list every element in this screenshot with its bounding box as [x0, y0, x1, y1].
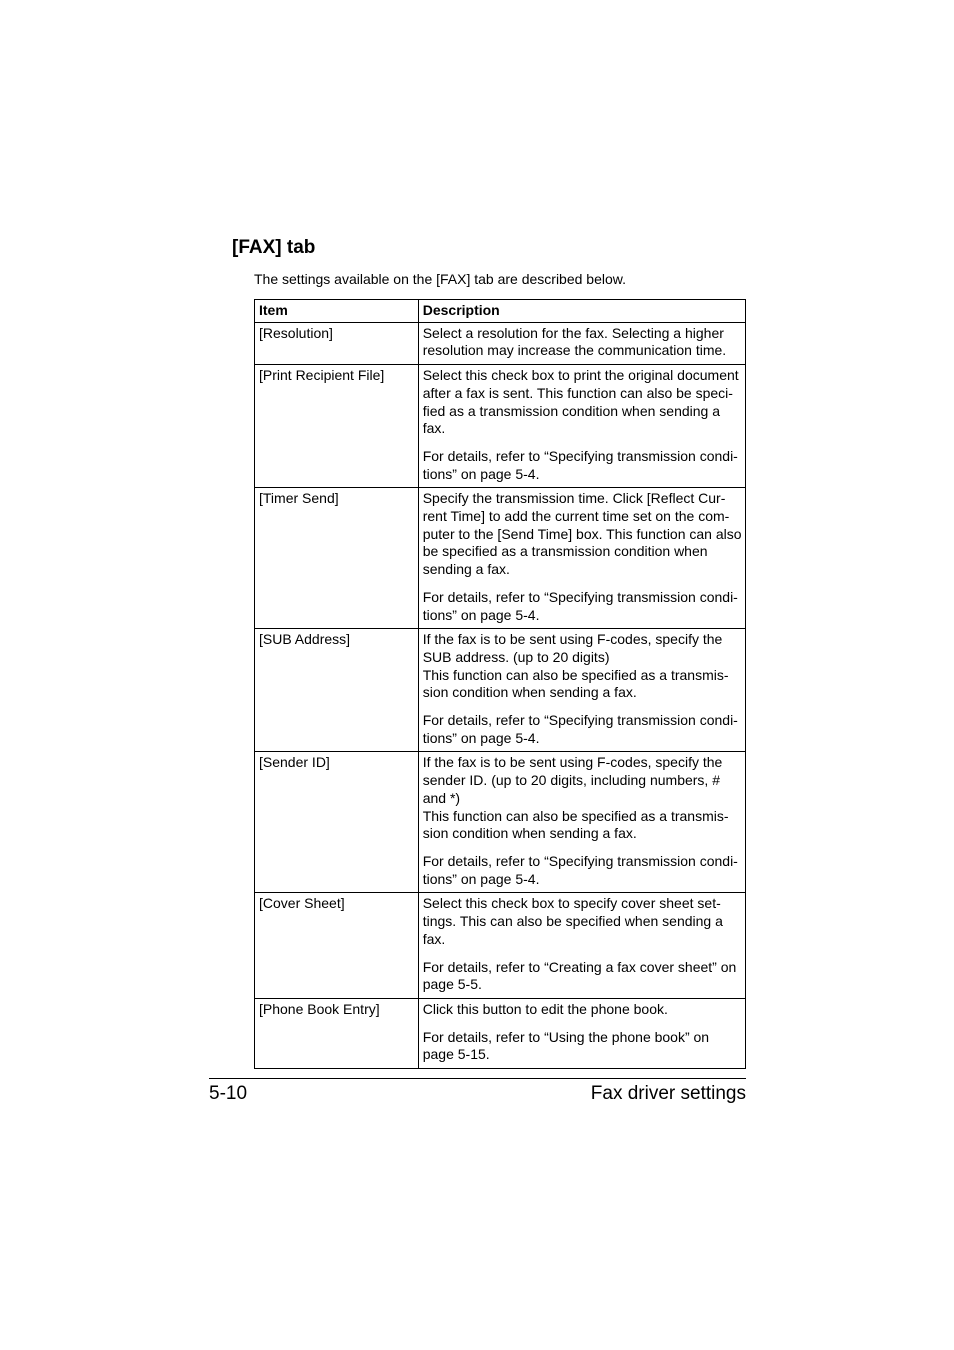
- settings-table: [254, 299, 746, 1069]
- item-cell: [SUB Address]: [255, 629, 419, 752]
- table-row: [255, 322, 746, 364]
- table-row: [255, 752, 746, 893]
- table-header-row: [255, 300, 746, 323]
- description-paragraph: For details, refer to “Creating a fax cover sheet” on page 5-5.: [422, 958, 737, 993]
- header-description: Description: [418, 300, 745, 323]
- table-row: [255, 488, 746, 629]
- description-cell: [418, 629, 745, 752]
- description-cell: [418, 998, 745, 1068]
- item-cell: [Print Recipient File]: [255, 365, 419, 488]
- description-cell: [418, 893, 745, 999]
- description-paragraph: Select a resolution for the fax. Selecting a higher resolution may increase the communication time.: [422, 324, 727, 359]
- footer-divider: [209, 1078, 746, 1079]
- description-paragraph: If the fax is to be sent using F-codes, specify the SUB address. (up to 20 digits) This function can also be specified as a transmis-sion condition when sending a fax.: [422, 631, 729, 701]
- footer-chapter-title: Fax driver settings: [590, 1083, 746, 1104]
- table-row: [255, 365, 746, 488]
- description-paragraph: If the fax is to be sent using F-codes, specify the sender ID. (up to 20 digits, including numbers, # and *) This function can also be specified as a transmis-sion condition when sending a fax.: [422, 754, 729, 842]
- table-row: [255, 893, 746, 999]
- item-cell: [Timer Send]: [255, 488, 419, 629]
- description-paragraph: For details, refer to “Using the phone book” on page 5-15.: [422, 1028, 710, 1063]
- description-paragraph: For details, refer to “Specifying transmission condi-tions” on page 5-4.: [422, 852, 738, 887]
- intro-text: The settings available on the [FAX] tab are described below.: [254, 271, 627, 287]
- description-paragraph: Select this check box to specify cover sheet set-tings. This can also be specified when sending a fax.: [422, 895, 723, 947]
- item-cell: [Sender ID]: [255, 752, 419, 893]
- description-cell: [418, 365, 745, 488]
- item-cell: [Cover Sheet]: [255, 893, 419, 999]
- header-item: Item: [255, 300, 419, 323]
- item-cell: [Resolution]: [255, 322, 419, 364]
- description-paragraph: Specify the transmission time. Click [Reflect Cur-rent Time] to add the current time set on the com-puter to the [Send Time] box. This function can also be specified as a transmission condition when sending a fax.: [422, 490, 742, 578]
- description-paragraph: Click this button to edit the phone book.: [422, 1000, 668, 1017]
- description-paragraph: Select this check box to print the original document after a fax is sent. This function can also be speci-fied as a transmission condition when sending a fax.: [422, 367, 739, 437]
- description-paragraph: For details, refer to “Specifying transmission condi-tions” on page 5-4.: [422, 712, 738, 746]
- table-row: [255, 629, 746, 752]
- page-number: 5-10: [209, 1083, 248, 1104]
- description-paragraph: For details, refer to “Specifying transmission condi-tions” on page 5-4.: [422, 588, 738, 623]
- section-title: [FAX] tab: [232, 237, 316, 258]
- description-paragraph: For details, refer to “Specifying transmission condi-tions” on page 5-4.: [422, 447, 738, 482]
- description-cell: [418, 752, 745, 893]
- item-cell: [Phone Book Entry]: [255, 998, 419, 1068]
- table-row: [255, 998, 746, 1068]
- description-cell: [418, 322, 745, 364]
- table-body: [255, 322, 746, 1068]
- description-cell: [418, 488, 745, 629]
